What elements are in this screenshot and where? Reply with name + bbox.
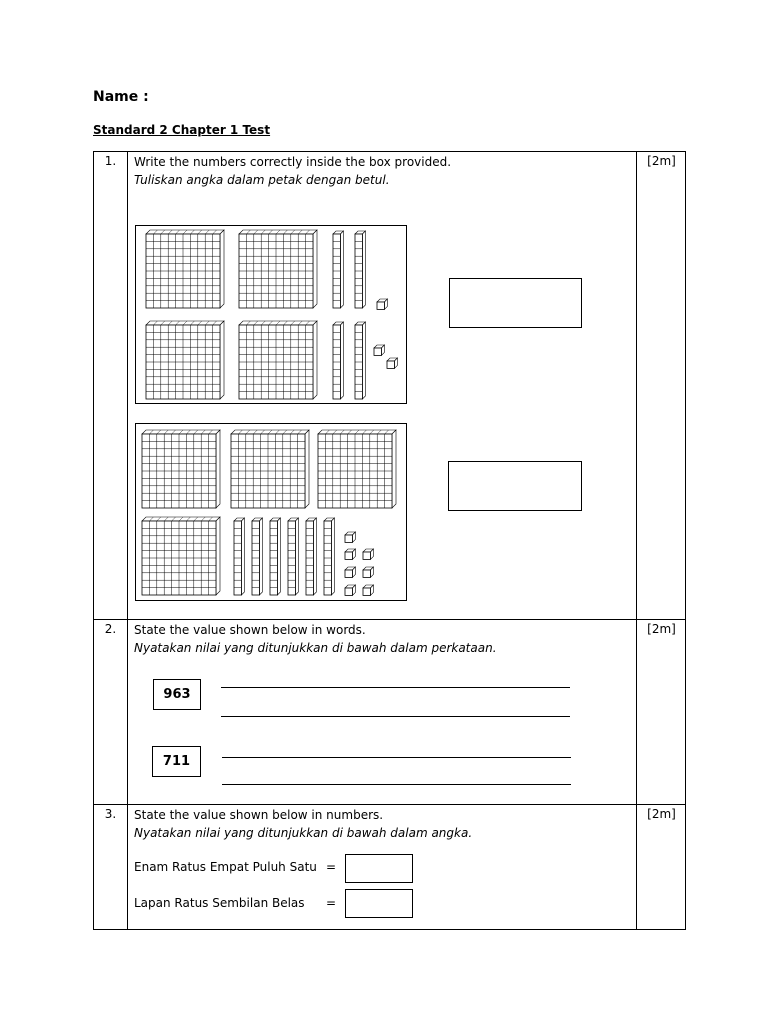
question-3-text-en: State the value shown below in numbers. [134, 808, 384, 822]
question-2-number: 2. [104, 622, 117, 636]
answer-line[interactable] [221, 716, 570, 717]
number-box-711: 711 [152, 746, 201, 777]
hundred-flat [231, 430, 309, 508]
question-3-text [134, 806, 472, 842]
test-title: Standard 2 Chapter 1 Test [93, 123, 271, 137]
one-cube [363, 585, 373, 595]
one-cube [345, 549, 355, 559]
question-1-text [134, 153, 451, 189]
question-1-marks: [2m] [647, 154, 676, 168]
ten-rod [324, 518, 334, 595]
ten-rod [355, 322, 365, 399]
item-label-2: Lapan Ratus Sembilan Belas [134, 896, 305, 910]
one-cube [363, 549, 373, 559]
answer-line[interactable] [222, 757, 571, 758]
base-ten-blocks-drawing-b [136, 424, 408, 602]
ten-rod [306, 518, 316, 595]
one-cube [345, 532, 355, 542]
ten-rod [270, 518, 280, 595]
one-cube [363, 567, 373, 577]
question-3-marks: [2m] [647, 807, 676, 821]
number-box-963: 963 [153, 679, 201, 710]
question-table [93, 151, 686, 930]
answer-box-1b[interactable] [448, 461, 582, 511]
base-ten-blocks-picture-b [135, 423, 407, 601]
hundred-flat [146, 230, 224, 308]
answer-line[interactable] [221, 687, 570, 688]
name-label: Name : [93, 89, 149, 105]
equals-sign: = [326, 860, 337, 874]
one-cube [345, 567, 355, 577]
ten-rod [333, 322, 343, 399]
hundred-flat [142, 517, 220, 595]
question-2-text-en: State the value shown below in words. [134, 623, 366, 637]
row-divider [94, 619, 685, 620]
question-3-number: 3. [104, 807, 117, 821]
hundred-flat [239, 230, 317, 308]
base-ten-blocks-picture-a [135, 225, 407, 404]
question-1-text-ms: Tuliskan angka dalam petak dengan betul. [134, 173, 390, 187]
question-2-marks: [2m] [647, 622, 676, 636]
row-divider [94, 804, 685, 805]
ten-rod [234, 518, 244, 595]
question-2-text-ms: Nyatakan nilai yang ditunjukkan di bawah dalam perkataan. [134, 641, 497, 655]
hundred-flat [318, 430, 396, 508]
one-cube [374, 345, 384, 355]
ten-rod [333, 231, 343, 308]
equals-sign: = [326, 896, 337, 910]
one-cube [345, 585, 355, 595]
question-1-number: 1. [104, 154, 117, 168]
ten-rod [252, 518, 262, 595]
hundred-flat [146, 321, 224, 399]
column-divider [127, 152, 128, 929]
hundred-flat [239, 321, 317, 399]
question-1-text-en: Write the numbers correctly inside the box provided. [134, 155, 452, 169]
answer-box-3b[interactable] [345, 889, 413, 918]
question-2-text [134, 621, 497, 657]
answer-line[interactable] [222, 784, 571, 785]
answer-box-3a[interactable] [345, 854, 413, 883]
question-3-text-ms: Nyatakan nilai yang ditunjukkan di bawah dalam angka. [134, 826, 473, 840]
answer-box-1a[interactable] [449, 278, 582, 328]
ten-rod [355, 231, 365, 308]
hundred-flat [142, 430, 220, 508]
one-cube [387, 358, 397, 368]
item-label-1: Enam Ratus Empat Puluh Satu [134, 860, 317, 874]
one-cube [377, 299, 387, 309]
base-ten-blocks-drawing-a [136, 226, 408, 405]
ten-rod [288, 518, 298, 595]
